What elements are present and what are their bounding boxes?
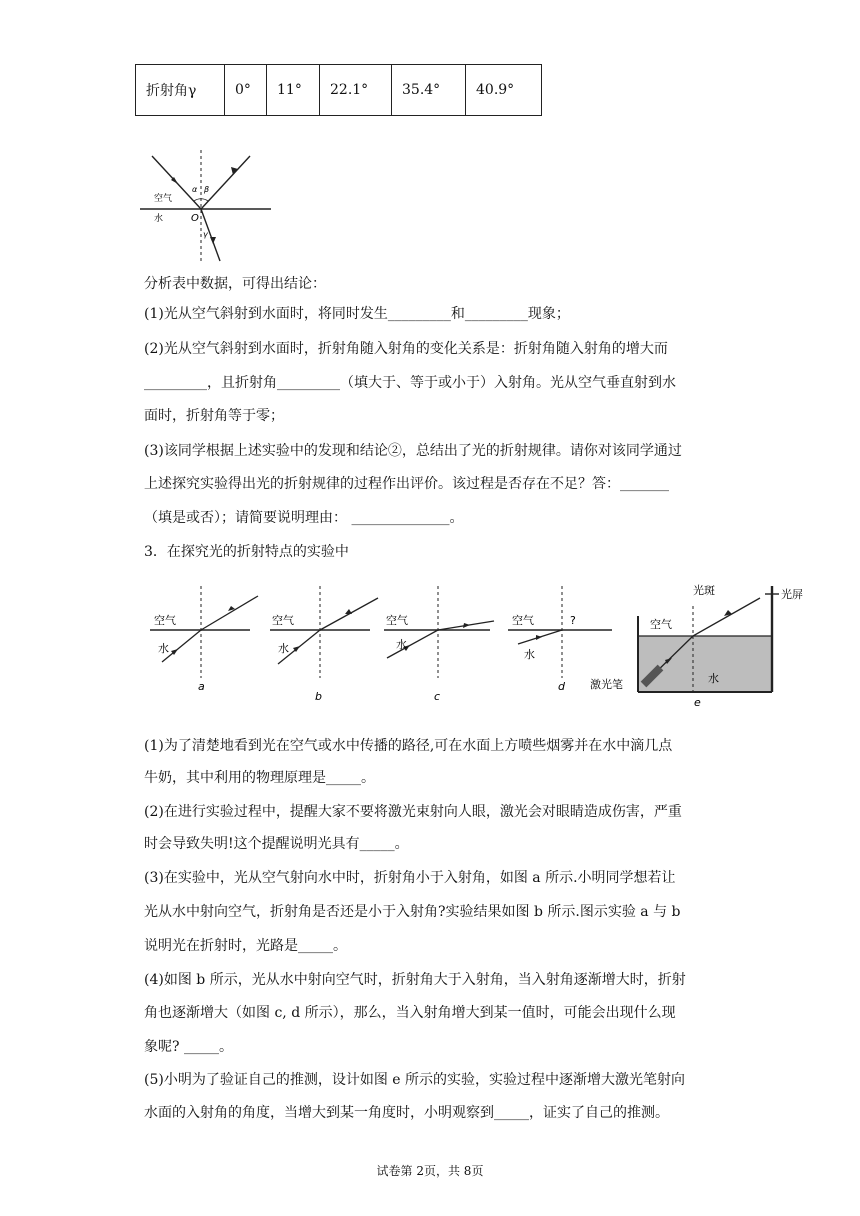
question-3-part-3-line-2: 光从水中射向空气，折射角是否还是小于入射角?实验结果如图 b 所示.图示实验 a 与 b: [144, 904, 681, 920]
figure-a: [150, 586, 258, 693]
water-label: 水: [158, 642, 169, 655]
air-label: 空气: [272, 614, 294, 627]
light-screen-label: 光屏: [781, 588, 803, 601]
figure-label-c: c: [434, 690, 441, 703]
figure-e: [590, 583, 803, 706]
question-3-part-4-line-1: (4)如图 b 所示，光从水中射向空气时，折射角大于入射角，当入射角逐渐增大时，折射: [144, 972, 686, 988]
figure-d: [508, 586, 612, 693]
table-header-cell: 折射角γ: [136, 65, 225, 116]
table-row: [136, 65, 542, 116]
air-label: 空气: [154, 194, 173, 204]
water-label: 水: [278, 642, 289, 655]
laser-pen-label: 激光笔: [590, 678, 623, 691]
question-2-part-1: (1)光从空气斜射到水面时，将同时发生_________和_________现象；: [144, 306, 570, 322]
refraction-experiment-figures: [140, 578, 820, 706]
question-3-part-5-line-1: (5)小明为了验证自己的推测，设计如图 e 所示的实验，实验过程中逐渐增大激光笔射向: [144, 1072, 686, 1088]
table-cell: 22.1°: [320, 65, 392, 116]
air-label: 空气: [512, 614, 534, 627]
question-2-part-2-line-2: _________，且折射角_________（填大于、等于或小于）入射角。光从空气垂直射到水: [144, 375, 676, 391]
table-cell: 35.4°: [392, 65, 466, 116]
air-label: 空气: [154, 614, 176, 627]
table-cell: 40.9°: [466, 65, 542, 116]
point-o-label: O: [191, 213, 199, 224]
water-label: 水: [154, 214, 164, 224]
question-3-part-1-line-2: 牛奶，其中利用的物理原理是_____。: [144, 770, 375, 786]
question-mark-label: ?: [570, 614, 576, 627]
question-3-part-1-line-1: (1)为了清楚地看到光在空气或水中传播的路径,可在水面上方喷些烟雾并在水中滴几点: [144, 738, 673, 754]
page-footer: 试卷第 2页，共 8页: [376, 1164, 484, 1178]
question-3-part-4-line-2: 角也逐渐增大（如图 c, d 所示），那么，当入射角增大到某一值时，可能会出现什么现: [144, 1005, 676, 1021]
question-3-title: 3．在探究光的折射特点的实验中: [144, 544, 349, 560]
question-3-part-5-line-2: 水面的入射角的角度，当增大到某一角度时，小明观察到_____，证实了自己的推测。: [144, 1105, 669, 1121]
figure-label-d: d: [558, 680, 565, 693]
figure-label-a: a: [198, 680, 205, 693]
question-2-part-2-line-1: (2)光从空气斜射到水面时，折射角随入射角的变化关系是：折射角随入射角的增大而: [144, 341, 668, 357]
question-2-part-3-line-2: 上述探究实验得出光的折射规律的过程作出评价。该过程是否存在不足？答：_______: [144, 476, 669, 492]
figure-b: [270, 586, 378, 703]
gamma-label: γ: [203, 230, 208, 239]
figure-label-e: e: [694, 696, 701, 706]
beta-label: β: [204, 185, 210, 194]
air-label: 空气: [650, 618, 672, 631]
air-label: 空气: [386, 614, 408, 627]
question-2-part-2-line-3: 面时，折射角等于零；: [144, 408, 284, 424]
refraction-angle-table: [135, 64, 542, 116]
table-cell: 0°: [225, 65, 267, 116]
question-3-part-3-line-1: (3)在实验中，光从空气射向水中时，折射角小于入射角，如图 a 所示.小明同学想若让: [144, 870, 676, 886]
table-cell: 11°: [267, 65, 320, 116]
water-label: 水: [708, 672, 719, 685]
water-label: 水: [524, 648, 535, 661]
question-2-part-3-line-3: （填是或否）；请简要说明理由： ______________。: [144, 510, 464, 526]
question-3-part-3-line-3: 说明光在折射时，光路是_____。: [144, 938, 347, 954]
question-3-part-4-line-3: 象呢? _____。: [144, 1039, 233, 1055]
light-spot-label: 光斑: [693, 584, 715, 597]
figure-c: [384, 586, 494, 703]
question-3-part-2-line-1: (2)在进行实验过程中，提醒大家不要将激光束射向人眼，激光会对眼睛造成伤害，严重: [144, 804, 682, 820]
figure-label-b: b: [315, 690, 322, 703]
question-3-part-2-line-2: 时会导致失明!这个提醒说明光具有_____。: [144, 836, 409, 852]
question-2-part-3-line-1: (3)该同学根据上述实验中的发现和结论②，总结出了光的折射规律。请你对该同学通过: [144, 443, 682, 459]
water-label: 水: [396, 638, 407, 651]
conclusion-intro: 分析表中数据，可得出结论：: [144, 276, 326, 292]
reflection-refraction-diagram: [140, 148, 280, 264]
alpha-label: α: [192, 185, 198, 194]
